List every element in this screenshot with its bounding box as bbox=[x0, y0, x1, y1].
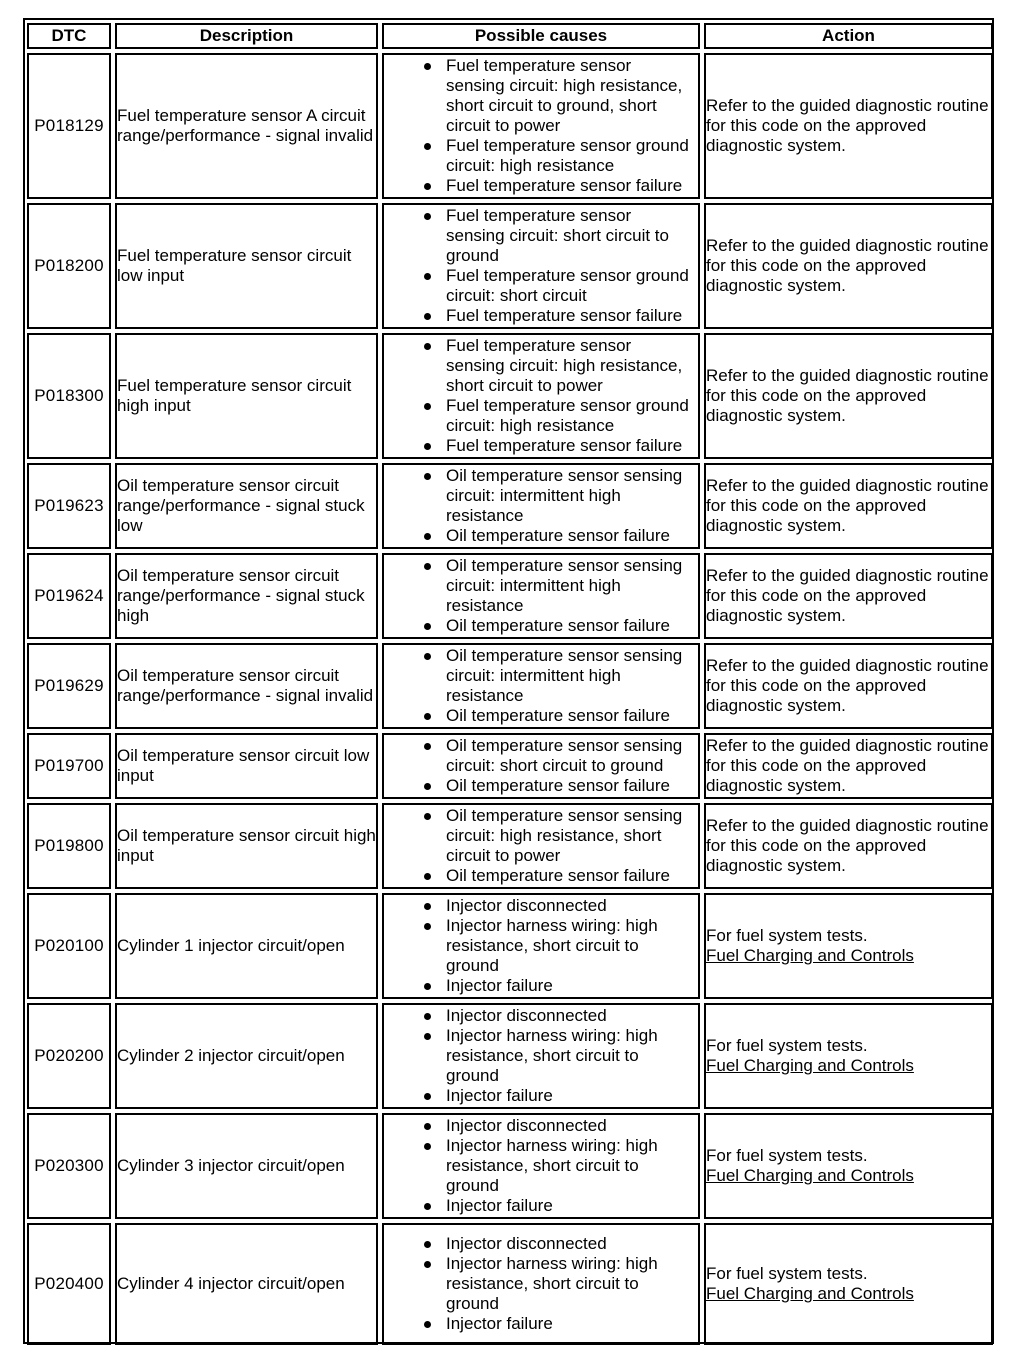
cause-item: Fuel temperature sensor sensing circuit: high resistance, short circuit to ground, short circuit to power bbox=[446, 56, 694, 136]
cause-item: Fuel temperature sensor sensing circuit: short circuit to ground bbox=[446, 206, 694, 266]
possible-causes-cell bbox=[382, 53, 700, 199]
possible-causes-cell bbox=[382, 463, 700, 549]
action-text: For fuel system tests. bbox=[706, 1264, 868, 1283]
cause-item: Injector harness wiring: high resistance, short circuit to ground bbox=[446, 916, 694, 976]
action-cell bbox=[704, 553, 993, 639]
action-text: For fuel system tests. bbox=[706, 926, 868, 945]
dtc-description: Oil temperature sensor circuit low input bbox=[115, 733, 378, 799]
dtc-description: Oil temperature sensor circuit range/performance - signal stuck low bbox=[115, 463, 378, 549]
action-text: Refer to the guided diagnostic routine for this code on the approved diagnostic system. bbox=[706, 816, 989, 875]
header-possible-causes: Possible causes bbox=[382, 23, 700, 49]
action-cell bbox=[704, 1003, 993, 1109]
causes-list bbox=[384, 1006, 698, 1106]
action-text: Refer to the guided diagnostic routine for this code on the approved diagnostic system. bbox=[706, 236, 989, 295]
possible-causes-cell bbox=[382, 803, 700, 889]
header-dtc: DTC bbox=[27, 23, 111, 49]
causes-list bbox=[384, 556, 698, 636]
cause-item: Injector harness wiring: high resistance, short circuit to ground bbox=[446, 1254, 694, 1314]
action-cell bbox=[704, 893, 993, 999]
dtc-description: Fuel temperature sensor A circuit range/performance - signal invalid bbox=[115, 53, 378, 199]
cause-item: Fuel temperature sensor failure bbox=[446, 306, 694, 326]
action-text: For fuel system tests. bbox=[706, 1146, 868, 1165]
fuel-charging-link[interactable]: Fuel Charging and Controls bbox=[706, 1166, 914, 1185]
dtc-code: P020200 bbox=[27, 1003, 111, 1109]
causes-list bbox=[384, 56, 698, 196]
action-text: Refer to the guided diagnostic routine for this code on the approved diagnostic system. bbox=[706, 736, 989, 795]
action-text: For fuel system tests. bbox=[706, 1036, 868, 1055]
table-row bbox=[27, 803, 993, 889]
table-row bbox=[27, 333, 993, 459]
possible-causes-cell bbox=[382, 553, 700, 639]
dtc-description: Cylinder 1 injector circuit/open bbox=[115, 893, 378, 999]
dtc-code: P018200 bbox=[27, 203, 111, 329]
cause-item: Oil temperature sensor failure bbox=[446, 776, 694, 796]
cause-item: Injector harness wiring: high resistance, short circuit to ground bbox=[446, 1026, 694, 1086]
table-row bbox=[27, 463, 993, 549]
dtc-code: P018129 bbox=[27, 53, 111, 199]
dtc-description: Oil temperature sensor circuit high input bbox=[115, 803, 378, 889]
cause-item: Injector harness wiring: high resistance, short circuit to ground bbox=[446, 1136, 694, 1196]
table-row bbox=[27, 643, 993, 729]
action-cell bbox=[704, 1223, 993, 1345]
cause-item: Oil temperature sensor sensing circuit: high resistance, short circuit to power bbox=[446, 806, 694, 866]
cause-item: Injector failure bbox=[446, 976, 694, 996]
action-cell bbox=[704, 1113, 993, 1219]
dtc-description: Cylinder 3 injector circuit/open bbox=[115, 1113, 378, 1219]
dtc-code: P019700 bbox=[27, 733, 111, 799]
action-text: Refer to the guided diagnostic routine for this code on the approved diagnostic system. bbox=[706, 366, 989, 425]
action-cell bbox=[704, 53, 993, 199]
cause-item: Injector disconnected bbox=[446, 1006, 694, 1026]
dtc-description: Oil temperature sensor circuit range/performance - signal stuck high bbox=[115, 553, 378, 639]
cause-item: Fuel temperature sensor ground circuit: high resistance bbox=[446, 136, 694, 176]
cause-item: Injector failure bbox=[446, 1314, 694, 1334]
possible-causes-cell bbox=[382, 1223, 700, 1345]
cause-item: Fuel temperature sensor ground circuit: high resistance bbox=[446, 396, 694, 436]
action-cell bbox=[704, 643, 993, 729]
possible-causes-cell bbox=[382, 733, 700, 799]
causes-list bbox=[384, 806, 698, 886]
dtc-code: P019629 bbox=[27, 643, 111, 729]
action-cell bbox=[704, 333, 993, 459]
header-row bbox=[27, 23, 993, 49]
dtc-code: P018300 bbox=[27, 333, 111, 459]
dtc-code: P019623 bbox=[27, 463, 111, 549]
causes-list bbox=[384, 736, 698, 796]
action-text: Refer to the guided diagnostic routine for this code on the approved diagnostic system. bbox=[706, 476, 989, 535]
cause-item: Fuel temperature sensor failure bbox=[446, 176, 694, 196]
causes-list bbox=[384, 1234, 698, 1334]
header-action: Action bbox=[704, 23, 993, 49]
cause-item: Oil temperature sensor failure bbox=[446, 866, 694, 886]
action-text: Refer to the guided diagnostic routine for this code on the approved diagnostic system. bbox=[706, 96, 989, 155]
dtc-code: P019624 bbox=[27, 553, 111, 639]
table-row bbox=[27, 1223, 993, 1345]
causes-list bbox=[384, 896, 698, 996]
dtc-code: P020300 bbox=[27, 1113, 111, 1219]
fuel-charging-link[interactable]: Fuel Charging and Controls bbox=[706, 1284, 914, 1303]
causes-list bbox=[384, 1116, 698, 1216]
possible-causes-cell bbox=[382, 203, 700, 329]
dtc-code: P019800 bbox=[27, 803, 111, 889]
dtc-code: P020400 bbox=[27, 1223, 111, 1345]
fuel-charging-link[interactable]: Fuel Charging and Controls bbox=[706, 946, 914, 965]
action-cell bbox=[704, 733, 993, 799]
table-row bbox=[27, 733, 993, 799]
dtc-description: Cylinder 2 injector circuit/open bbox=[115, 1003, 378, 1109]
dtc-table bbox=[23, 19, 997, 1349]
table-body bbox=[27, 53, 993, 1345]
table-row bbox=[27, 53, 993, 199]
cause-item: Injector disconnected bbox=[446, 1116, 694, 1136]
cause-item: Injector disconnected bbox=[446, 896, 694, 916]
dtc-description: Fuel temperature sensor circuit high input bbox=[115, 333, 378, 459]
causes-list bbox=[384, 336, 698, 456]
possible-causes-cell bbox=[382, 643, 700, 729]
action-cell bbox=[704, 203, 993, 329]
possible-causes-cell bbox=[382, 1003, 700, 1109]
dtc-description: Cylinder 4 injector circuit/open bbox=[115, 1223, 378, 1345]
dtc-description: Fuel temperature sensor circuit low input bbox=[115, 203, 378, 329]
action-text: Refer to the guided diagnostic routine for this code on the approved diagnostic system. bbox=[706, 566, 989, 625]
cause-item: Injector failure bbox=[446, 1086, 694, 1106]
causes-list bbox=[384, 206, 698, 326]
table-row bbox=[27, 1003, 993, 1109]
header-description: Description bbox=[115, 23, 378, 49]
possible-causes-cell bbox=[382, 893, 700, 999]
cause-item: Oil temperature sensor sensing circuit: intermittent high resistance bbox=[446, 466, 694, 526]
cause-item: Oil temperature sensor sensing circuit: short circuit to ground bbox=[446, 736, 694, 776]
cause-item: Injector failure bbox=[446, 1196, 694, 1216]
table-row bbox=[27, 1113, 993, 1219]
cause-item: Fuel temperature sensor ground circuit: short circuit bbox=[446, 266, 694, 306]
cause-item: Oil temperature sensor failure bbox=[446, 616, 694, 636]
cause-item: Fuel temperature sensor sensing circuit: high resistance, short circuit to power bbox=[446, 336, 694, 396]
possible-causes-cell bbox=[382, 333, 700, 459]
possible-causes-cell bbox=[382, 1113, 700, 1219]
cause-item: Injector disconnected bbox=[446, 1234, 694, 1254]
cause-item: Oil temperature sensor sensing circuit: intermittent high resistance bbox=[446, 556, 694, 616]
action-text: Refer to the guided diagnostic routine for this code on the approved diagnostic system. bbox=[706, 656, 989, 715]
causes-list bbox=[384, 646, 698, 726]
table-row bbox=[27, 893, 993, 999]
cause-item: Oil temperature sensor failure bbox=[446, 706, 694, 726]
fuel-charging-link[interactable]: Fuel Charging and Controls bbox=[706, 1056, 914, 1075]
causes-list bbox=[384, 466, 698, 546]
dtc-code: P020100 bbox=[27, 893, 111, 999]
cause-item: Oil temperature sensor sensing circuit: intermittent high resistance bbox=[446, 646, 694, 706]
action-cell bbox=[704, 803, 993, 889]
cause-item: Fuel temperature sensor failure bbox=[446, 436, 694, 456]
dtc-description: Oil temperature sensor circuit range/performance - signal invalid bbox=[115, 643, 378, 729]
table-row bbox=[27, 553, 993, 639]
table-row bbox=[27, 203, 993, 329]
cause-item: Oil temperature sensor failure bbox=[446, 526, 694, 546]
action-cell bbox=[704, 463, 993, 549]
